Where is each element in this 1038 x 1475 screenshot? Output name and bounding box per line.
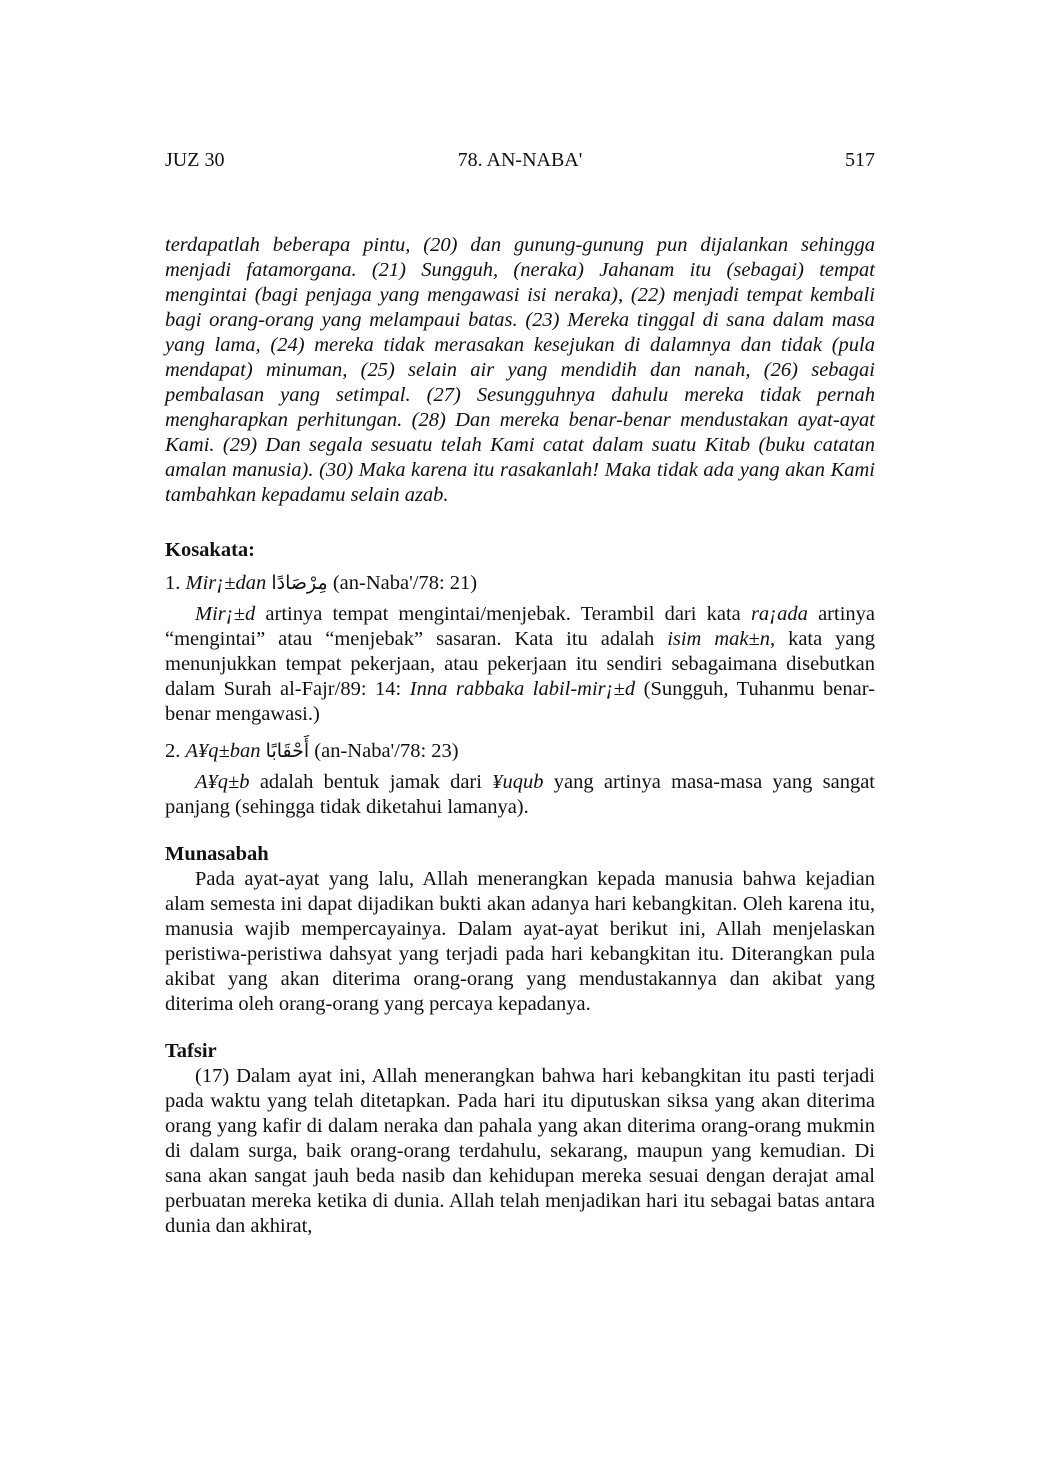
vocab-entry-head <box>165 571 875 596</box>
vocab-def-text: adalah bentuk jamak dari <box>249 771 493 793</box>
munasabah-paragraph: Pada ayat-ayat yang lalu, Allah menerangkan kepada manusia bahwa kejadian alam semesta ini dapat dijadikan bukti akan adanya hari kebangkitan. Oleh karena itu, manusia wajib mempercayainya. Dalam ayat-ayat berikut ini, Allah menjelaskan peristiwa-peristiwa dahsyat yang terjadi pada hari kebangkitan itu. Diterangkan pula akibat yang akan diterima orang-orang yang mendustakannya dan akibat yang diterima oleh orang-orang yang percaya kepadanya. <box>165 868 875 1015</box>
page-header <box>165 146 875 174</box>
vocab-def-term: Inna rabbaka labil-mir¡±d <box>409 678 636 700</box>
tafsir-heading: Tafsir <box>165 1040 217 1062</box>
vocab-term: Mir¡±dan <box>185 572 267 594</box>
page-content <box>165 233 875 1239</box>
page-number: 517 <box>845 149 875 171</box>
vocab-number: 1. <box>165 572 181 594</box>
vocab-def-text: (Sungguh, Tuhanmu benar-benar mengawasi.) <box>165 678 875 725</box>
vocab-ref: (an-Naba'/78: 21) <box>332 572 478 594</box>
vocab-def-term: A¥q±b <box>195 771 250 793</box>
vocab-def-term: isim mak±n <box>667 628 770 650</box>
vocab-def-term: Mir¡±d <box>195 603 256 625</box>
vocab-arabic: أَحْقَابًا <box>265 740 310 762</box>
vocab-entry-1 <box>165 571 875 727</box>
translation-paragraph: terdapatlah beberapa pintu, (20) dan gunung-gunung pun dijalankan sehingga menjadi fatamorgana. (21) Sungguh, (neraka) Jahanam itu (sebagai) tempat mengintai (bagi penjaga yang mengawasi isi neraka), (22) menjadi tempat kembali bagi orang-orang yang melampaui batas. (23) Mereka tinggal di sana dalam masa yang lama, (24) mereka tidak merasakan kesejukan di dalamnya dan tidak (pula mendapat) minuman, (25) selain air yang mendidih dan nanah, (26) sebagai pembalasan yang setimpal. (27) Sesungguhnya dahulu mereka tidak pernah mengharapkan perhitungan. (28) Dan mereka benar-benar mendustakan ayat-ayat Kami. (29) Dan segala sesuatu telah Kami catat dalam suatu Kitab (buku catatan amalan manusia). (30) Maka karena itu rasakanlah! Maka tidak ada yang akan Kami tambahkan kepadamu selain azab. <box>165 234 875 506</box>
vocab-term: A¥q±ban <box>185 740 261 762</box>
vocab-entry-2 <box>165 739 875 820</box>
vocab-definition <box>165 602 875 727</box>
vocab-arabic: مِرْصَادًا <box>271 572 328 594</box>
vocab-ref: (an-Naba'/78: 23) <box>314 740 459 762</box>
juz-label: JUZ 30 <box>165 149 225 171</box>
vocab-definition <box>165 770 875 820</box>
vocab-def-term: ra¡ada <box>750 603 808 625</box>
tafsir-paragraph: (17) Dalam ayat ini, Allah menerangkan bahwa hari kebangkitan itu pasti terjadi pada waktu yang telah ditetapkan. Pada hari itu diputuskan siksa yang akan diterima orang yang kafir di dalam neraka dan pahala yang akan diterima orang-orang mukmin di dalam surga, baik orang-orang terdahulu, sekarang, maupun yang kemudian. Di sana akan sangat jauh beda nasib dan kehidupan mereka sesuai dengan derajat amal perbuatan mereka ketika di dunia. Allah telah menjadikan hari itu sebagai batas antara dunia dan akhirat, <box>165 1065 875 1237</box>
vocab-def-text: artinya “mengintai” atau “menjebak” sasaran. Kata itu adalah <box>165 603 875 650</box>
munasabah-heading: Munasabah <box>165 843 269 865</box>
surah-title: 78. AN-NABA' <box>457 149 583 171</box>
kosakata-heading: Kosakata: <box>165 539 255 561</box>
vocab-entry-head <box>165 739 875 764</box>
vocab-def-text: , kata yang menunjukkan tempat pekerjaan, atau pekerjaan itu sendiri sebagaimana disebutkan dalam Surah al-Fajr/89: 14: <box>165 628 876 700</box>
vocab-def-term: ¥uqub <box>492 771 544 793</box>
vocab-number: 2. <box>165 740 181 762</box>
vocab-def-text: yang artinya masa-masa yang sangat panjang (sehingga tidak diketahui lamanya). <box>165 771 875 818</box>
vocab-def-text: artinya tempat mengintai/menjebak. Terambil dari kata <box>255 603 751 625</box>
